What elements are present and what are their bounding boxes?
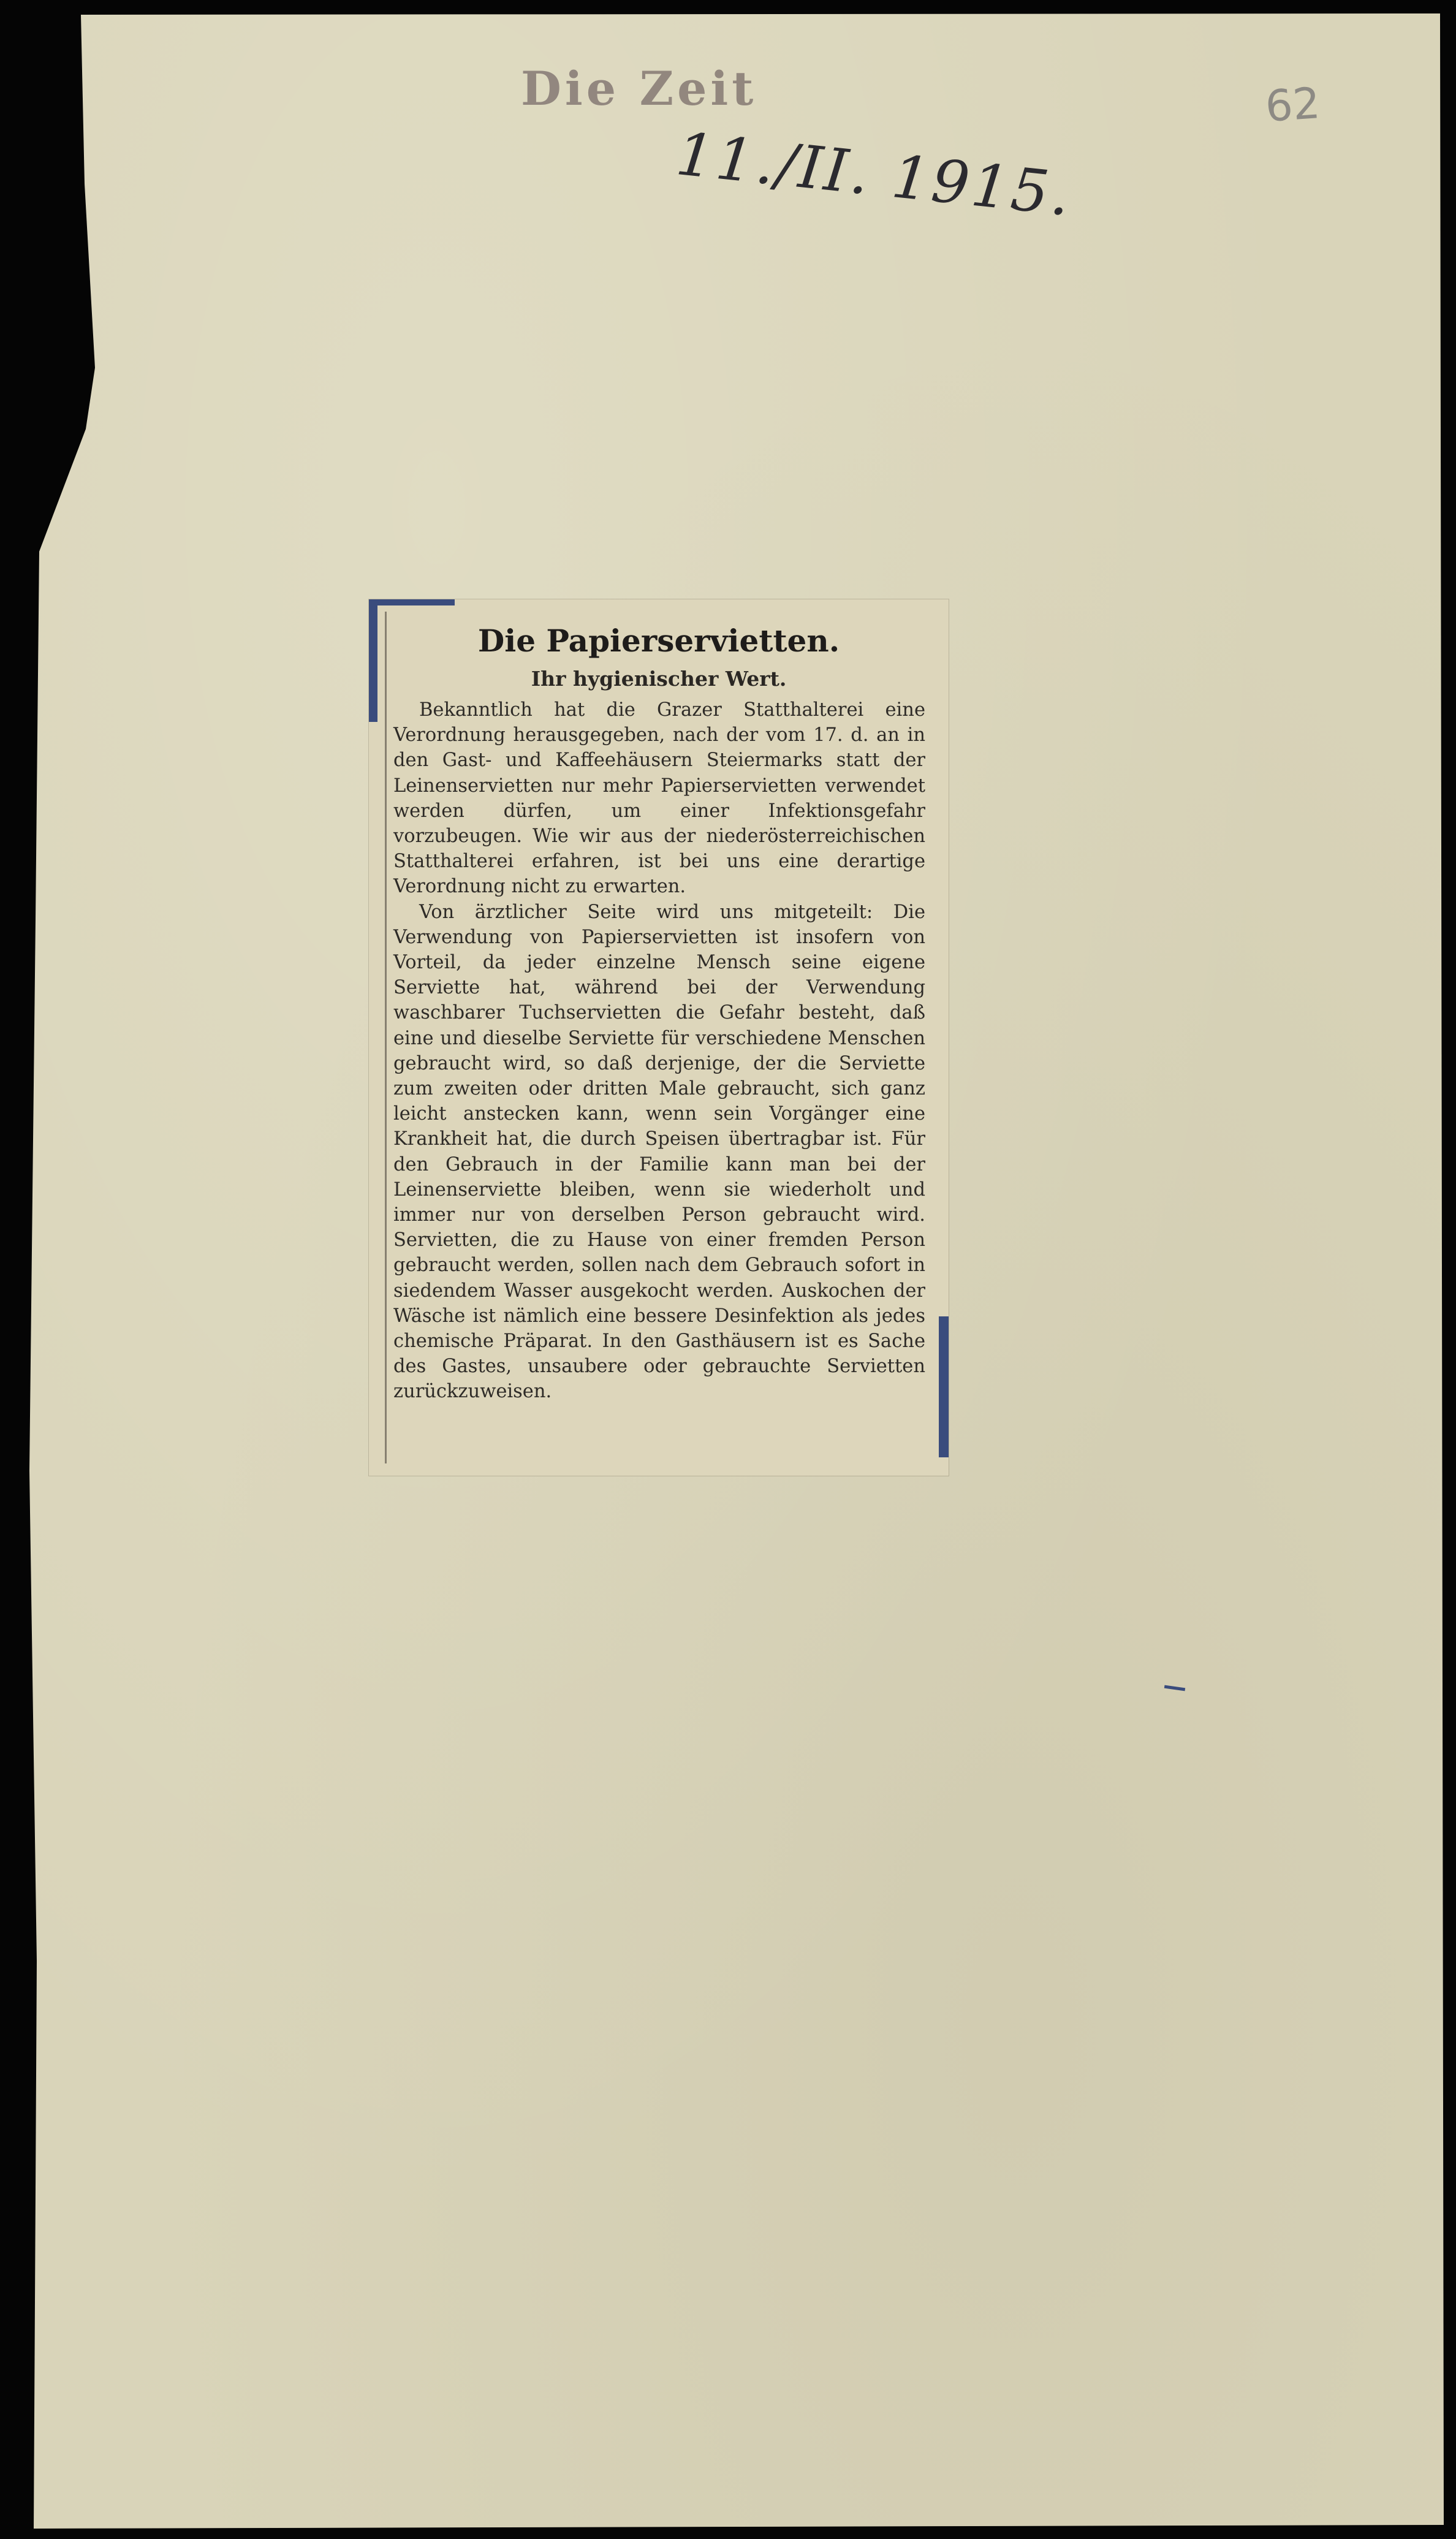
column-rule	[385, 612, 387, 1463]
blue-pencil-mark-right	[939, 1316, 949, 1457]
article-subtitle: Ihr hygienischer Wert.	[531, 667, 787, 691]
blue-pencil-mark-top	[369, 599, 455, 605]
blue-pencil-mark-left	[369, 599, 377, 722]
newspaper-stamp: Die Zeit	[521, 61, 757, 116]
article-body	[393, 697, 925, 1405]
newspaper-clipping	[369, 599, 949, 1476]
article-paragraph: Bekanntlich hat die Grazer Statthalterei eine Verordnung herausgegeben, nach der vom 17. d. an in den Gast- und Kaffeehäusern Steiermarks statt der Leinenservietten nur mehr Papierservietten verwendet werden dürfen, um einer Infektionsgefahr vorzubeugen. Wie wir aus der niederösterreichischen Statthalterei erfahren, ist bei uns eine derartige Verordnung nicht zu erwarten.	[393, 699, 925, 898]
page-number: 62	[1264, 77, 1322, 132]
article-paragraph: Von ärztlicher Seite wird uns mitgeteilt: Die Verwendung von Papierservietten ist insofern von Vorteil, da jeder einzelne Mensch seine eigene Serviette hat, während bei der Verwendung waschbarer Tuchservietten die Gefahr besteht, daß eine und dieselbe Serviette für verschiedene Menschen gebraucht wird, so daß derjenige, der die Serviette zum zweiten oder dritten Male gebraucht, sich ganz leicht anstecken kann, wenn sein Vorgänger eine Krankheit hat, die durch Speisen übertragbar ist. Für den Gebrauch in der Familie kann man bei der Leinenserviette bleiben, wenn sie wiederholt und immer nur von derselben Person gebraucht wird. Servietten, die zu Hause von einer fremden Person gebraucht werden, sollen nach dem Gebrauch sofort in siedendem Wasser ausgekocht werden. Auskochen der Wäsche ist nämlich eine bessere Desinfektion als jedes chemische Präparat. In den Gasthäusern ist es Sache des Gastes, unsaubere oder gebrauchte Servietten zurückzuweisen.	[393, 901, 925, 1403]
article-title: Die Papierservietten.	[477, 623, 840, 659]
handwritten-date: 11./II. 1915.	[673, 120, 1076, 230]
